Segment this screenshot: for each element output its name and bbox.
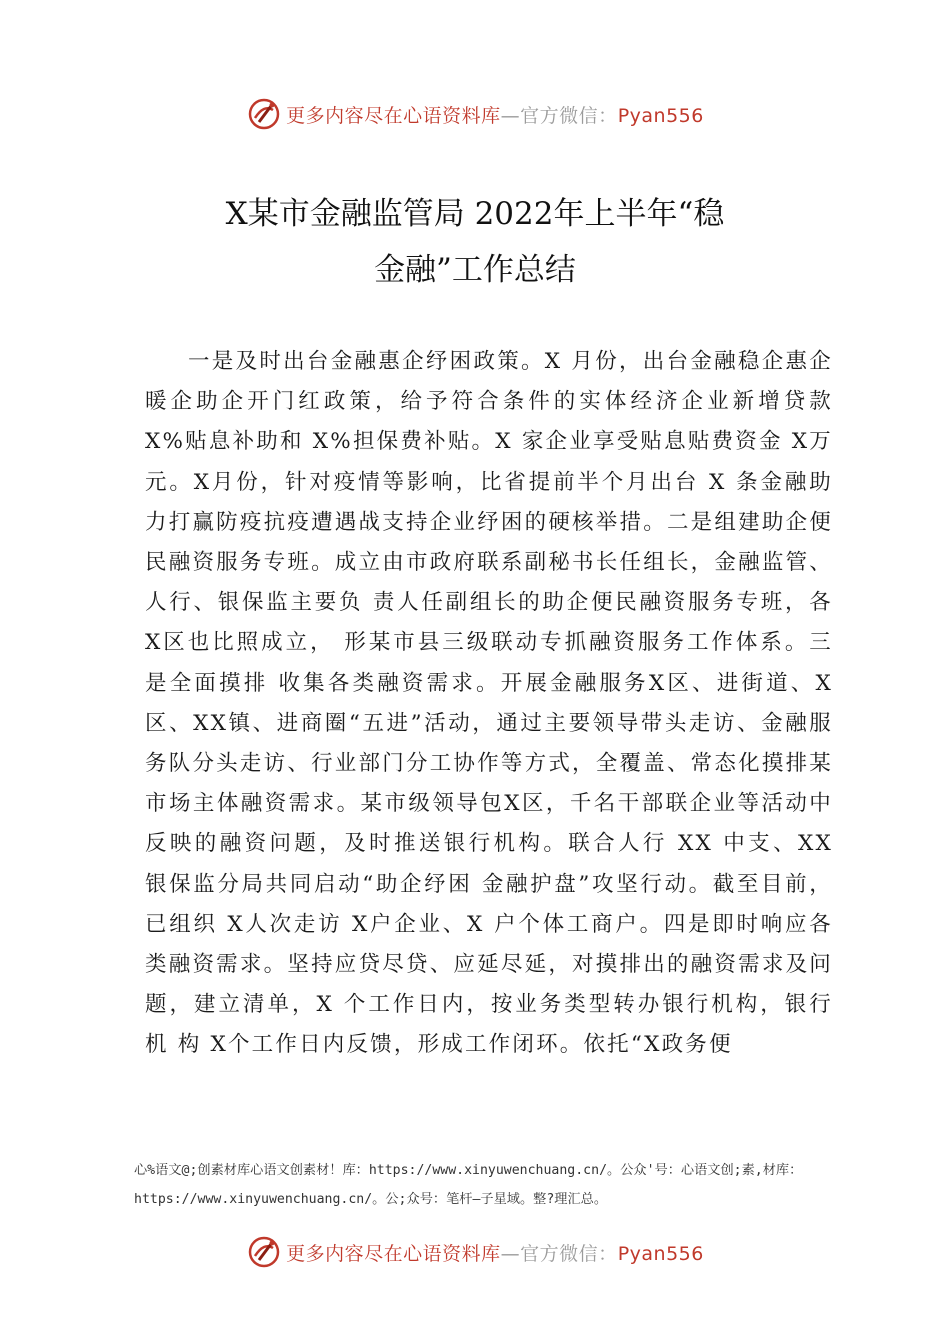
brand-logo-icon: [246, 1234, 282, 1270]
banner-wechat-label: 官方微信：: [520, 1242, 618, 1265]
brand-logo-icon: [246, 96, 282, 132]
banner-dash: —: [500, 1242, 521, 1265]
document-title: [0, 186, 950, 298]
banner-wechat-label: 官方微信：: [520, 104, 618, 127]
title-line-2: 金融”工作总结: [374, 252, 576, 288]
banner-wechat-id: Pyan556: [617, 104, 704, 127]
source-note: 心%语文@;创素材库心语文创素材！库：https://www.xinyuwenchuang.cn/。公众'号：心语文创;素,材库：https://www.xinyuwenchuang.cn/。公;众号：笔杆—子星域。整?理汇总。: [134, 1163, 803, 1207]
banner-dash: —: [500, 104, 521, 127]
title-line-1: X某市金融监管局 2022年上半年“稳: [225, 196, 725, 232]
banner-title: 更多内容尽在心语资料库: [286, 104, 501, 127]
banner-text: [286, 1239, 704, 1266]
banner-wechat-id: Pyan556: [617, 1242, 704, 1265]
body-paragraph: 一是及时出台金融惠企纾困政策。X 月份，出台金融稳企惠企暖企助企开门红政策，给予符合条件的实体经济企业新增贷款 X%贴息补助和 X%担保费补贴。X 家企业享受贴息贴费资金 X万元。X月份，针对疫情等影响，比省提前半个月出台 X 条金融助力打赢防疫抗疫遭遇战支持企业纾困的硬核举措。二是组建助企便民融资服务专班。成立由市政府联系副秘书长任组长，金融监管、人行、银保监主要负 责人任副组长的助企便民融资服务专班，各X区也比照成立， 形某市县三级联动专抓融资服务工作体系。三是全面摸排 收集各类融资需求。开展金融服务X区、进街道、X区、XX镇、进商圈“五进”活动，通过主要领导带头走访、金融服务队分头走访、行业部门分工协作等方式，全覆盖、常态化摸排某市场主体融资需求。某市级领导包X区，千名干部联企业等活动中反映的融资问题，及时推送银行机构。联合人行 XX 中支、XX 银保监分局共同启动“助企纾困 金融护盘”攻坚行动。截至目前，已组织 X人次走访 X户企业、X 户个体工商户。四是即时响应各类融资需求。坚持应贷尽贷、应延尽延，对摸排出的融资需求及问题，建立清单，X 个工作日内，按业务类型转办银行机构，银行机 构 X个工作日内反馈，形成工作闭环。依托“X政务便: [145, 349, 833, 1058]
footer-banner: [0, 1230, 950, 1274]
banner-title: 更多内容尽在心语资料库: [286, 1242, 501, 1265]
banner-text: [286, 101, 704, 128]
header-banner: [0, 92, 950, 136]
